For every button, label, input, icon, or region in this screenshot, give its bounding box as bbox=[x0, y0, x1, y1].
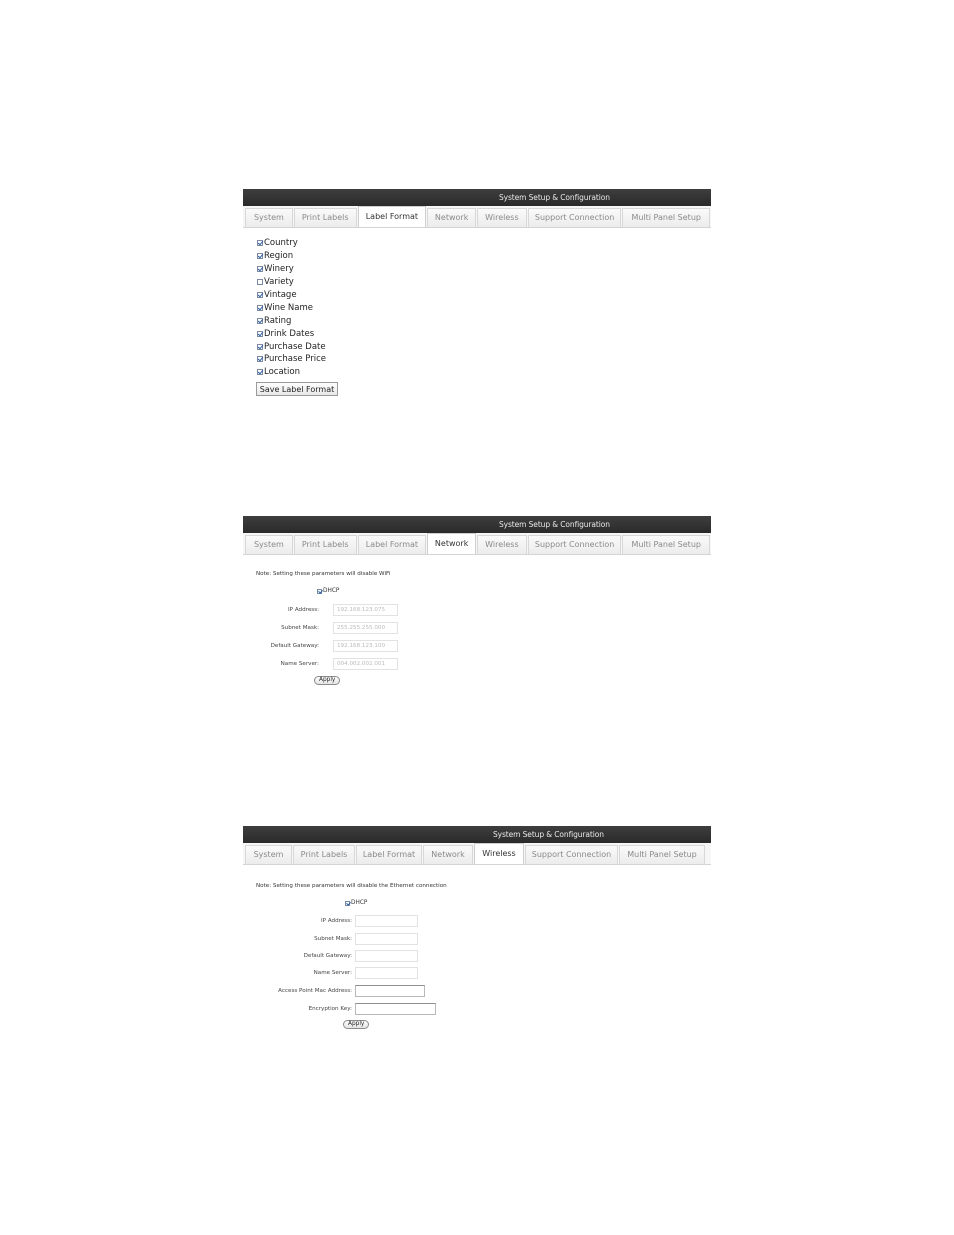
label-field-drink-dates bbox=[257, 327, 326, 340]
label-field-vintage bbox=[257, 289, 326, 302]
name-server-label: Name Server: bbox=[280, 661, 319, 667]
ip-address-row bbox=[243, 604, 398, 616]
default-gateway-input[interactable] bbox=[333, 640, 398, 652]
wireless-note: Note: Setting these parameters will disable the Ethernet connection bbox=[256, 883, 447, 889]
dhcp-checkbox[interactable] bbox=[345, 901, 350, 906]
wireless-panel bbox=[243, 826, 711, 1036]
tab-label-format[interactable]: Label Format bbox=[358, 206, 427, 227]
label-field-winery bbox=[257, 263, 326, 276]
wine-name-checkbox[interactable] bbox=[257, 305, 263, 311]
region-checkbox[interactable] bbox=[257, 253, 263, 259]
name-server-row bbox=[243, 658, 398, 670]
drink-dates-checkbox[interactable] bbox=[257, 331, 263, 337]
label-field-purchase-price bbox=[257, 353, 326, 366]
encryption-key-label: Encryption Key: bbox=[308, 1006, 352, 1012]
field-label: Variety bbox=[264, 277, 294, 288]
tab-system[interactable]: System bbox=[245, 208, 293, 227]
tab-wireless[interactable]: Wireless bbox=[477, 535, 527, 554]
field-label: Rating bbox=[264, 315, 292, 326]
tab-support-connection[interactable]: Support Connection bbox=[528, 208, 622, 227]
name-server-input[interactable] bbox=[333, 658, 398, 670]
ip-address-input[interactable] bbox=[355, 915, 418, 927]
default-gateway-label: Default Gateway: bbox=[303, 953, 352, 959]
encryption-key-row bbox=[243, 1003, 436, 1015]
field-label: Vintage bbox=[264, 290, 297, 300]
winery-checkbox[interactable] bbox=[257, 266, 263, 272]
variety-checkbox[interactable] bbox=[257, 279, 263, 285]
subnet-mask-row bbox=[243, 933, 418, 945]
label-field-region bbox=[257, 250, 326, 263]
default-gateway-label: Default Gateway: bbox=[270, 643, 319, 649]
window-title: System Setup & Configuration bbox=[243, 516, 711, 533]
tab-wireless[interactable]: Wireless bbox=[477, 208, 527, 227]
network-note: Note: Setting these parameters will disable WiFi bbox=[256, 571, 391, 577]
default-gateway-row bbox=[243, 950, 418, 962]
access-point-mac-row bbox=[243, 985, 425, 997]
subnet-mask-row bbox=[243, 622, 398, 634]
rating-checkbox[interactable] bbox=[257, 318, 263, 324]
default-gateway-row bbox=[243, 640, 398, 652]
field-label: Region bbox=[264, 251, 294, 262]
name-server-label: Name Server: bbox=[313, 970, 352, 976]
location-checkbox[interactable] bbox=[257, 369, 263, 375]
ip-address-input[interactable] bbox=[333, 604, 398, 616]
network-apply-button[interactable]: Apply bbox=[314, 676, 340, 685]
ip-address-row bbox=[243, 915, 418, 927]
tab-print-labels[interactable]: Print Labels bbox=[294, 208, 357, 227]
ip-address-label: IP Address: bbox=[288, 607, 319, 613]
field-label: Purchase Date bbox=[264, 341, 326, 352]
access-point-mac-input[interactable] bbox=[355, 985, 425, 997]
tab-network[interactable]: Network bbox=[427, 533, 476, 554]
wireless-apply-button[interactable]: Apply bbox=[343, 1020, 369, 1029]
tab-label-format[interactable]: Label Format bbox=[356, 845, 422, 864]
tab-system[interactable]: System bbox=[245, 535, 293, 554]
label-field-location bbox=[257, 366, 326, 379]
label-field-wine-name bbox=[257, 301, 326, 314]
tab-multi-panel-setup[interactable]: Multi Panel Setup bbox=[619, 845, 705, 864]
subnet-mask-input[interactable] bbox=[333, 622, 398, 634]
label-field-variety bbox=[257, 276, 326, 289]
name-server-input[interactable] bbox=[355, 967, 418, 979]
ip-address-label: IP Address: bbox=[321, 918, 352, 924]
country-checkbox[interactable] bbox=[257, 240, 263, 246]
tab-print-labels[interactable]: Print Labels bbox=[294, 535, 357, 554]
subnet-mask-input[interactable] bbox=[355, 933, 418, 945]
label-field-rating bbox=[257, 314, 326, 327]
encryption-key-input[interactable] bbox=[355, 1003, 436, 1015]
tab-print-labels[interactable]: Print Labels bbox=[293, 845, 355, 864]
dhcp-option bbox=[317, 588, 339, 594]
access-point-mac-label: Access Point Mac Address: bbox=[278, 988, 352, 994]
dhcp-option bbox=[345, 900, 367, 906]
dhcp-label: DHCP bbox=[323, 588, 340, 594]
tab-bar bbox=[243, 206, 711, 228]
tab-multi-panel-setup[interactable]: Multi Panel Setup bbox=[622, 208, 710, 227]
tab-network[interactable]: Network bbox=[427, 208, 476, 227]
label-format-panel bbox=[243, 189, 711, 400]
purchase-price-checkbox[interactable] bbox=[257, 356, 263, 362]
subnet-mask-label: Subnet Mask: bbox=[281, 625, 319, 631]
tab-support-connection[interactable]: Support Connection bbox=[525, 845, 618, 864]
save-label-format-button[interactable]: Save Label Format bbox=[256, 382, 338, 396]
purchase-date-checkbox[interactable] bbox=[257, 344, 263, 350]
field-label: Winery bbox=[264, 264, 294, 275]
window-title: System Setup & Configuration bbox=[243, 826, 711, 843]
subnet-mask-label: Subnet Mask: bbox=[314, 936, 352, 942]
label-field-country bbox=[257, 237, 326, 250]
vintage-checkbox[interactable] bbox=[257, 292, 263, 298]
dhcp-checkbox[interactable] bbox=[317, 589, 322, 594]
label-field-purchase-date bbox=[257, 340, 326, 353]
tab-multi-panel-setup[interactable]: Multi Panel Setup bbox=[622, 535, 710, 554]
network-panel bbox=[243, 516, 711, 688]
field-label: Drink Dates bbox=[264, 328, 315, 339]
default-gateway-input[interactable] bbox=[355, 950, 418, 962]
field-label: Wine Name bbox=[264, 302, 313, 313]
field-label: Purchase Price bbox=[264, 354, 327, 365]
tab-label-format[interactable]: Label Format bbox=[358, 535, 427, 554]
tab-bar bbox=[243, 533, 711, 555]
tab-bar bbox=[243, 843, 711, 865]
dhcp-label: DHCP bbox=[351, 900, 368, 906]
label-field-list bbox=[257, 237, 326, 379]
field-label: Country bbox=[264, 238, 298, 249]
tab-support-connection[interactable]: Support Connection bbox=[528, 535, 622, 554]
tab-system[interactable]: System bbox=[245, 845, 292, 864]
field-label: Location bbox=[264, 367, 300, 378]
name-server-row bbox=[243, 967, 418, 979]
tab-network[interactable]: Network bbox=[423, 845, 473, 864]
tab-wireless[interactable]: Wireless bbox=[474, 843, 524, 864]
window-title: System Setup & Configuration bbox=[243, 189, 711, 206]
